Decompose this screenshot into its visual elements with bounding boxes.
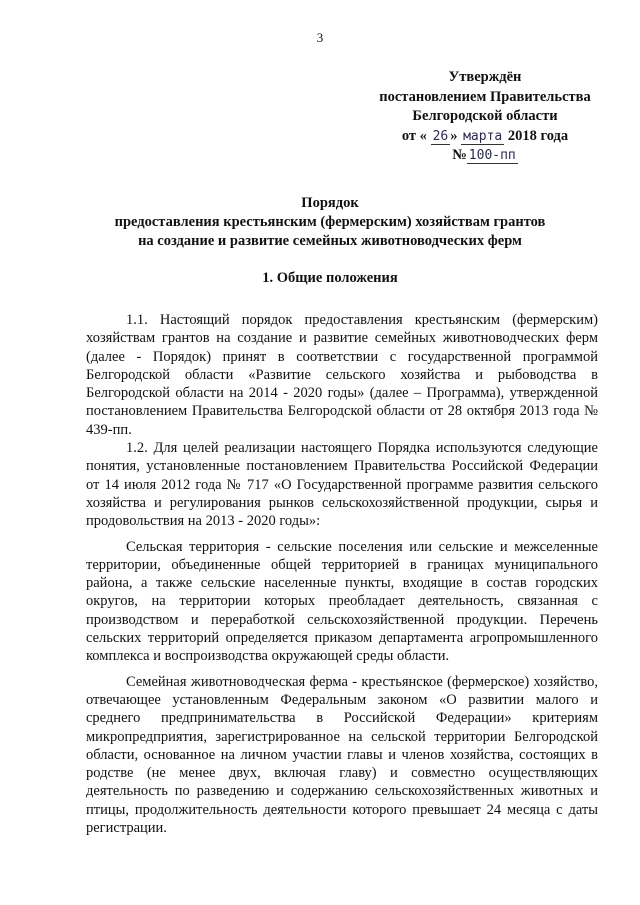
date-day: 26 <box>432 128 449 144</box>
date-prefix: от « <box>401 127 427 144</box>
page-number: 3 <box>316 30 324 45</box>
paragraph-1-1: 1.1. Настоящий порядок предоставления крестьянским (фермерским) хозяйствам грантов на создание и развитие семейных животноводческих ферм (далее - Порядок) принят в соответствии с государственной программой Белгородской области «Развитие сельского хозяйства и рыбоводства в Белгородской области на 2014 - 2020 годы» (далее – Программа), утвержденной постановлением Правительства Белгородской области от 28 октября 2013 года № 439-пп. <box>86 312 598 438</box>
approval-date <box>360 127 610 147</box>
title-line3: на создание и развитие семейных животноводческих ферм <box>138 233 522 249</box>
approval-number <box>360 146 610 166</box>
date-month: марта <box>463 128 503 144</box>
approval-block <box>360 68 610 166</box>
approval-line3: Белгородской области <box>412 108 558 124</box>
approval-line2: постановлением Правительства <box>379 88 591 105</box>
title-line1: Порядок <box>301 195 359 211</box>
body-text <box>86 311 598 837</box>
date-mid: » <box>450 127 458 144</box>
number-value: 100-пп <box>468 148 516 163</box>
date-year: 2018 года <box>507 127 569 144</box>
approval-line1: Утверждён <box>448 69 522 85</box>
section-title: 1. Общие положения <box>262 270 398 286</box>
paragraph-family-farm: Семейная животноводческая ферма - крестьянское (фермерское) хозяйство, отвечающее установленным Федеральным законом «О развитии малого и среднего предпринимательства в Российской Федерации» критериям микропредприятия, зарегистрированное на сельской территории Белгородской области, основанное на личном участии главы и членов хозяйства, состоящих в родстве (не менее двух, включая главу) и совместно осуществляющих деятельность по разведению и содержанию сельскохозяйственных животных и птицы, продолжительность деятельности которого превышает 24 месяца с даты регистрации. <box>86 673 598 837</box>
paragraph-1-2: 1.2. Для целей реализации настоящего Порядка используются следующие понятия, установленные постановлением Правительства Российской Федерации от 14 июля 2012 года № 717 «О Государственной программе развития сельского хозяйства и регулирования рынков сельскохозяйственной продукции, сырья и продовольствия на 2013 - 2020 годы»: <box>86 440 598 530</box>
paragraph-rural-territory: Сельская территория - сельские поселения или сельские и межселенные территории, объединенные общей территорией в границах муниципального района, а также сельские населенные пункты, входящие в состав городских округов, на территории которых преобладает деятельность, связанная с производством и переработкой сельскохозяйственной продукции. Перечень сельских территорий определяется приказом департамента агропромышленного комплекса и воспроизводства окружающей среды области. <box>86 538 598 665</box>
title-line2: предоставления крестьянским (фермерским) хозяйствам грантов <box>114 214 546 230</box>
document-title <box>80 194 580 251</box>
number-prefix: № <box>452 147 467 163</box>
